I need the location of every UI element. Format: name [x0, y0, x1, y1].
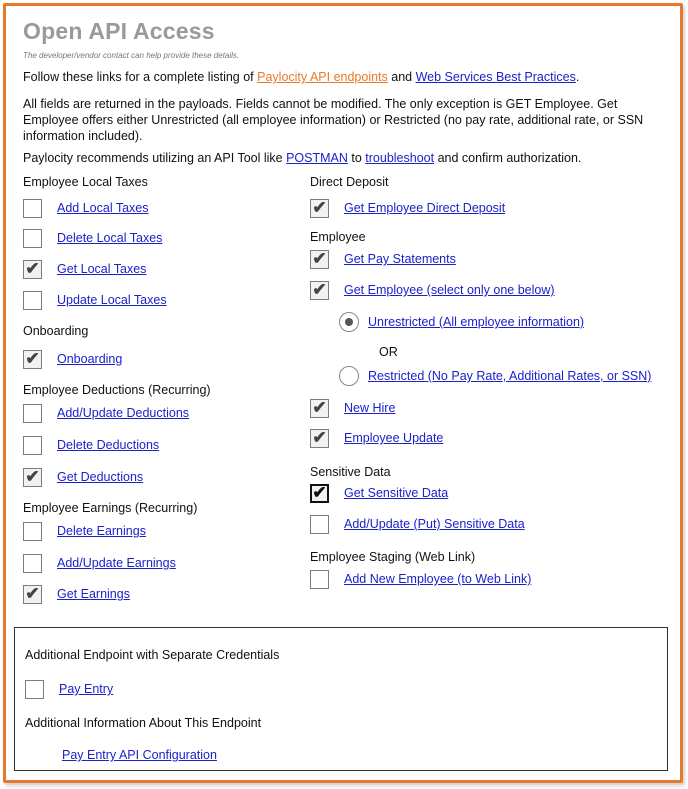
checkbox-checked[interactable]: [310, 250, 329, 269]
checkbox-row-get-employee[interactable]: [310, 278, 555, 302]
checkbox-checked[interactable]: [23, 585, 42, 604]
section-employee-staging: Employee Staging (Web Link): [310, 550, 476, 564]
checkbox-label[interactable]: Get Local Taxes: [57, 262, 147, 276]
info-heading-part: Information About This: [79, 716, 212, 730]
checkbox-label[interactable]: Get Employee Direct Deposit: [344, 201, 506, 215]
info-heading-part: Additional: [25, 716, 80, 730]
api-access-panel: [3, 3, 683, 783]
intro-text: [23, 69, 673, 85]
checkmark-icon: ✔: [312, 279, 327, 299]
checkbox-row-add-update-deductions[interactable]: [23, 401, 189, 425]
postman-link[interactable]: POSTMAN: [286, 151, 348, 165]
section-employee-deductions: Employee Deductions (Recurring): [23, 383, 211, 397]
tool-suffix: and confirm authorization.: [434, 151, 582, 165]
checkbox-label[interactable]: Get Deductions: [57, 470, 144, 484]
checkbox-label[interactable]: Onboarding: [57, 352, 123, 366]
section-direct-deposit: Direct Deposit: [310, 175, 389, 189]
checkbox-row-add-new-employee[interactable]: [310, 567, 531, 591]
web-services-best-practices-link[interactable]: Web Services Best Practices: [415, 70, 576, 84]
checkbox-row-delete-earnings[interactable]: [23, 519, 146, 543]
checkbox[interactable]: [23, 199, 42, 218]
checkbox[interactable]: [310, 515, 329, 534]
intro-suffix: .: [575, 70, 580, 84]
checkbox-checked[interactable]: [310, 399, 329, 418]
section-employee-earnings: Employee Earnings (Recurring): [23, 501, 198, 515]
radio-row-restricted[interactable]: [339, 364, 651, 388]
pay-entry-api-configuration-link[interactable]: Pay Entry API Configuration: [62, 748, 217, 762]
checkmark-icon: ✔: [312, 248, 327, 268]
checkbox-row-onboarding[interactable]: [23, 347, 122, 371]
checkbox[interactable]: [23, 554, 42, 573]
checkbox[interactable]: [25, 680, 44, 699]
checkbox-row-get-pay-statements[interactable]: [310, 247, 456, 271]
additional-endpoint-box: [14, 627, 668, 771]
checkbox-label[interactable]: Delete Earnings: [57, 524, 146, 538]
info-heading-part: Endpoint: [211, 716, 262, 730]
radio-unselected[interactable]: [339, 366, 359, 386]
radio-dot: [345, 318, 353, 326]
fields-note: All fields are returned in the payloads. Fields cannot be modified. The only exception is GET Employee. Get Employee offers either Unrestricted (all employee information) or Restricted (no pay rate, additional rate, or SSN information included).: [23, 97, 644, 143]
checkbox[interactable]: [23, 229, 42, 248]
checkbox-label[interactable]: Update Local Taxes: [57, 293, 167, 307]
section-additional-information: [25, 716, 261, 730]
checkbox-row-update-local-taxes[interactable]: [23, 288, 167, 312]
checkbox-checked[interactable]: [23, 350, 42, 369]
or-label: OR: [379, 345, 398, 359]
checkbox-label[interactable]: Get Sensitive Data: [344, 486, 449, 500]
radio-label[interactable]: Restricted (No Pay Rate, Additional Rates, or SSN): [368, 369, 652, 383]
radio-selected[interactable]: [339, 312, 359, 332]
checkbox-row-new-hire[interactable]: [310, 396, 395, 420]
tool-prefix: Paylocity recommends utilizing an API Tool like: [23, 151, 287, 165]
checkmark-icon: ✔: [312, 197, 327, 217]
paylocity-api-endpoints-link[interactable]: Paylocity API endpoints: [257, 70, 388, 84]
section-employee: Employee: [310, 230, 366, 244]
checkbox-row-get-earnings[interactable]: [23, 582, 130, 606]
checkbox-row-pay-entry[interactable]: [25, 677, 113, 701]
checkbox-label[interactable]: Add/Update Deductions: [57, 406, 190, 420]
section-additional-endpoint: Additional Endpoint with Separate Credentials: [25, 648, 280, 662]
checkbox-row-delete-local-taxes[interactable]: [23, 226, 162, 250]
tool-mid: to: [347, 151, 366, 165]
checkbox-row-delete-deductions[interactable]: [23, 433, 159, 457]
checkbox-label[interactable]: Add/Update (Put) Sensitive Data: [344, 517, 525, 531]
checkbox-row-get-employee-direct-deposit[interactable]: [310, 196, 505, 220]
checkmark-icon: ✔: [312, 482, 327, 502]
checkbox-label[interactable]: Add New Employee (to Web Link): [344, 572, 532, 586]
checkbox-checked[interactable]: [310, 429, 329, 448]
tool-note: [23, 150, 673, 166]
checkmark-icon: ✔: [25, 348, 40, 368]
checkbox-row-employee-update[interactable]: [310, 426, 443, 450]
section-onboarding: Onboarding: [23, 324, 89, 338]
checkbox-checked[interactable]: [310, 281, 329, 300]
checkbox-label[interactable]: Get Employee (select only one below): [344, 283, 555, 297]
intro-mid: and: [387, 70, 416, 84]
checkmark-icon: ✔: [312, 427, 327, 447]
checkbox-row-get-sensitive-data[interactable]: [310, 481, 448, 505]
checkbox[interactable]: [23, 522, 42, 541]
checkbox-checked[interactable]: [23, 468, 42, 487]
checkbox[interactable]: [23, 404, 42, 423]
checkbox-row-add-local-taxes[interactable]: [23, 196, 149, 220]
checkbox-label[interactable]: Delete Deductions: [57, 438, 160, 452]
checkbox-label[interactable]: Add/Update Earnings: [57, 556, 176, 570]
subtitle: The developer/vendor contact can help provide these details.: [23, 51, 240, 60]
radio-label[interactable]: Unrestricted (All employee information): [368, 315, 585, 329]
checkbox-checked[interactable]: [310, 199, 329, 218]
checkbox-checked[interactable]: [23, 260, 42, 279]
checkmark-icon: ✔: [25, 258, 40, 278]
checkbox[interactable]: [310, 570, 329, 589]
checkbox-label[interactable]: Add Local Taxes: [57, 201, 149, 215]
checkbox-row-get-deductions[interactable]: [23, 465, 143, 489]
checkbox-row-add-update-earnings[interactable]: [23, 551, 176, 575]
intro-prefix: Follow these links for a complete listing of: [23, 70, 258, 84]
checkmark-icon: ✔: [25, 466, 40, 486]
radio-row-unrestricted[interactable]: [339, 310, 584, 334]
checkbox-label[interactable]: New Hire: [344, 401, 396, 415]
section-employee-local-taxes: Employee Local Taxes: [23, 175, 148, 189]
checkbox-label[interactable]: Get Earnings: [57, 587, 130, 601]
section-sensitive-data: Sensitive Data: [310, 465, 391, 479]
checkbox-row-get-local-taxes[interactable]: [23, 257, 146, 281]
checkbox[interactable]: [23, 436, 42, 455]
checkmark-icon: ✔: [312, 397, 327, 417]
troubleshoot-link[interactable]: troubleshoot: [365, 151, 435, 165]
checkmark-icon: ✔: [25, 583, 40, 603]
checkbox-label[interactable]: Pay Entry: [59, 682, 114, 696]
checkbox-label[interactable]: Employee Update: [344, 431, 444, 445]
checkbox-label[interactable]: Get Pay Statements: [344, 252, 456, 266]
checkbox-checked-focused[interactable]: [310, 484, 329, 503]
checkbox-row-add-update-sensitive-data[interactable]: [310, 512, 525, 536]
checkbox[interactable]: [23, 291, 42, 310]
page-title: Open API Access: [23, 18, 215, 44]
checkbox-label[interactable]: Delete Local Taxes: [57, 231, 163, 245]
